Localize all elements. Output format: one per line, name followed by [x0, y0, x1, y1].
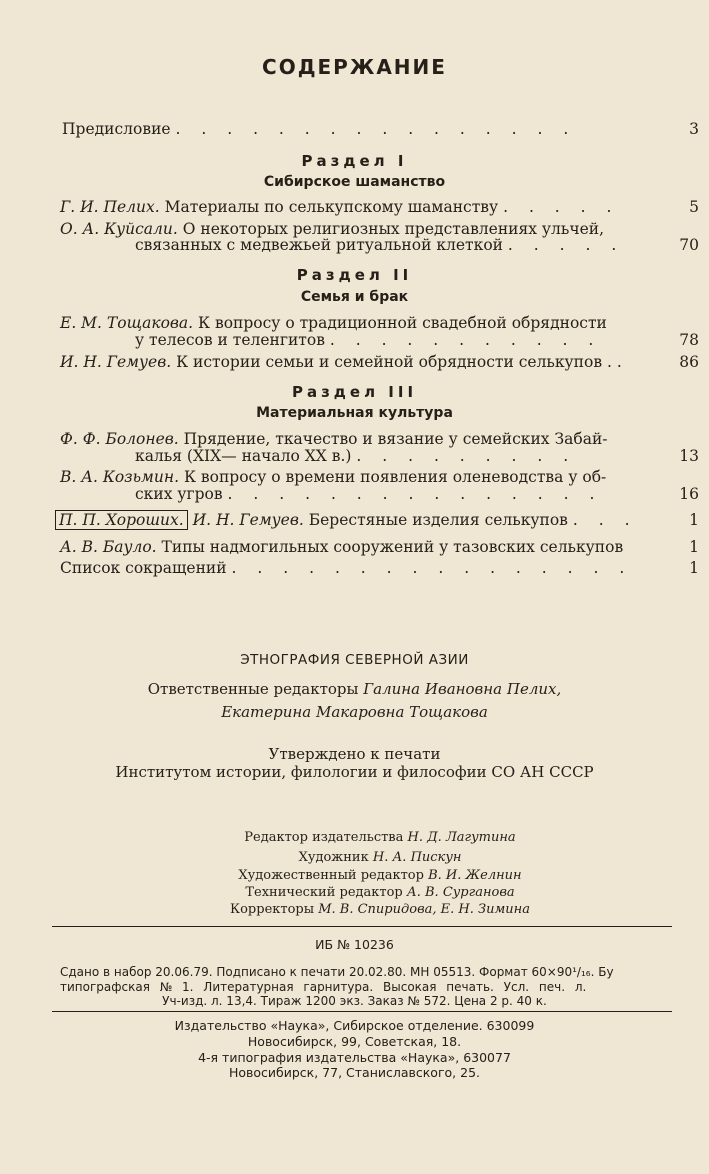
credit-line: [0, 830, 709, 845]
toc-preface: [62, 120, 576, 138]
toc-dots: . . . . . . . . .: [356, 447, 577, 465]
toc-dots: .: [616, 353, 630, 371]
approved-line: Утверждено к печати: [268, 745, 441, 763]
toc-dots: . . . . . . . . . . .: [329, 331, 602, 349]
section-subtitle: Сибирское шаманство: [263, 174, 446, 190]
toc-entry-continuation: [135, 485, 602, 503]
toc-entry-title: О некоторых религиозных представлениях ульчей,: [182, 220, 605, 238]
toc-dots: . . . . . . . . . . . . . . .: [227, 485, 603, 503]
toc-page-number: 78: [679, 331, 699, 349]
credit-role: Художественный редактор: [238, 868, 424, 883]
credit-name: А. В. Сурганова: [406, 885, 515, 900]
toc-dots: . . . . .: [507, 236, 625, 254]
toc-author: Ф. Ф. Болонев.: [60, 430, 179, 448]
toc-entry-continuation: [135, 236, 624, 254]
credit-line: [0, 850, 709, 865]
toc-dots: . . . . . . . . . . . . . . . .: [175, 120, 577, 138]
toc-page-number: 3: [689, 120, 699, 138]
approved-line: Институтом истории, филологии и философии СО АН СССР: [115, 763, 594, 781]
toc-page-number: 13: [679, 447, 699, 465]
editor-name: Галина Ивановна Пелих,: [363, 680, 562, 698]
printer-line: Новосибирск, 77, Станиславского, 25.: [228, 1065, 480, 1080]
credit-name: Н. А. Пискун: [372, 850, 462, 865]
toc-entry-title: К вопросу о времени появления оленеводства у об-: [183, 468, 607, 486]
toc-entry-title: у телесов и теленгитов: [135, 331, 325, 349]
toc-entry-continuation: [135, 447, 576, 465]
section-heading: Раздел I: [301, 152, 408, 170]
credit-line: [0, 885, 709, 900]
section-heading: Раздел III: [291, 383, 418, 401]
toc-entry-title: Прядение, ткачество и вязание у семейских Забай-: [183, 430, 608, 448]
editor-name: Екатерина Макаровна Тощакова: [221, 703, 488, 721]
imprint-line: Уч-изд. л. 13,4. Тираж 1200 экз. Заказ № 572. Цена 2 р. 40 к.: [162, 994, 547, 1008]
editors-label: Ответственные редакторы: [147, 680, 359, 698]
page-title: СОДЕРЖАНИЕ: [262, 55, 447, 79]
credit-name: Н. Д. Лагутина: [407, 830, 516, 845]
toc-entry: [60, 468, 606, 486]
credit-line: [0, 902, 709, 917]
divider-rule: [52, 1011, 672, 1012]
toc-author-boxed: П. П. Хороших.: [55, 510, 188, 530]
credit-name: М. В. Спиридова, Е. Н. Зимина: [318, 902, 530, 917]
toc-entry: [60, 559, 632, 577]
toc-dots: . . .: [572, 511, 638, 529]
toc-author: А. В. Бауло.: [60, 538, 157, 556]
toc-page-number: 1: [689, 559, 699, 577]
section-subtitle: Семья и брак: [300, 289, 409, 305]
ib-number: ИБ № 10236: [315, 937, 394, 952]
toc-entry-continuation: [135, 331, 601, 349]
toc-entry-title: Берестяные изделия селькупов: [308, 511, 568, 529]
credit-role: Корректоры: [230, 902, 315, 917]
toc-entry: [60, 198, 619, 216]
toc-page-number: 16: [679, 485, 699, 503]
imprint-line: типографская № 1. Литературная гарнитура. Высокая печать. Усл. печ. л.: [60, 980, 587, 994]
toc-entry-title: К истории семьи и семейной обрядности селькупов .: [176, 353, 612, 371]
toc-preface-label: Предисловие: [62, 120, 171, 138]
toc-page-number: 1: [689, 511, 699, 529]
printer-line: 4-я типография издательства «Наука», 630077: [198, 1050, 511, 1065]
toc-entry: [60, 314, 607, 332]
publisher-line: Издательство «Наука», Сибирское отделение. 630099: [174, 1018, 535, 1033]
toc-entry: [60, 538, 623, 556]
toc-entry-title: Типы надмогильных сооружений у тазовских селькупов: [161, 538, 624, 556]
toc-author: Г. И. Пелих.: [60, 198, 160, 216]
toc-entry: [55, 511, 638, 529]
toc-author: И. Н. Гемуев.: [60, 353, 172, 371]
publisher-line: Новосибирск, 99, Советская, 18.: [247, 1034, 462, 1049]
toc-page-number: 1: [689, 538, 699, 556]
toc-author: Е. М. Тощакова.: [60, 314, 194, 332]
toc-author: О. А. Куйсали.: [60, 220, 178, 238]
section-subtitle: Материальная культура: [256, 405, 453, 421]
credit-name: В. И. Желнин: [428, 868, 522, 883]
toc-author: И. Н. Гемуев.: [192, 511, 304, 529]
toc-page-number: 5: [689, 198, 699, 216]
credit-line: [0, 868, 709, 883]
toc-entry-title: Список сокращений: [60, 559, 227, 577]
toc-entry-title: связанных с медвежьей ритуальной клеткой: [135, 236, 503, 254]
toc-author: В. А. Козьмин.: [60, 468, 180, 486]
credit-role: Художник: [298, 850, 369, 865]
toc-dots: . . . . .: [503, 198, 620, 216]
toc-dots: . . . . . . . . . . . . . . . .: [231, 559, 633, 577]
toc-page-number: 86: [679, 353, 699, 371]
toc-entry-title: Материалы по селькупскому шаманству: [164, 198, 499, 216]
toc-entry-title: К вопросу о традиционной свадебной обрядности: [198, 314, 607, 332]
section-heading: Раздел II: [296, 266, 413, 284]
credit-role: Технический редактор: [245, 885, 403, 900]
toc-entry-title: ских угров: [135, 485, 223, 503]
toc-entry: [60, 353, 630, 371]
toc-entry-title: калья (XIX— начало XX в.): [135, 447, 352, 465]
divider-rule: [52, 926, 672, 927]
toc-entry: [60, 430, 608, 448]
imprint-line: Сдано в набор 20.06.79. Подписано к печати 20.02.80. МН 05513. Формат 60×90¹/₁₆. Бу: [60, 965, 614, 979]
book-name: ЭТНОГРАФИЯ СЕВЕРНОЙ АЗИИ: [240, 652, 469, 668]
toc-page-number: 70: [679, 236, 699, 254]
credit-role: Редактор издательства: [244, 830, 404, 845]
editors-line: [0, 680, 709, 698]
